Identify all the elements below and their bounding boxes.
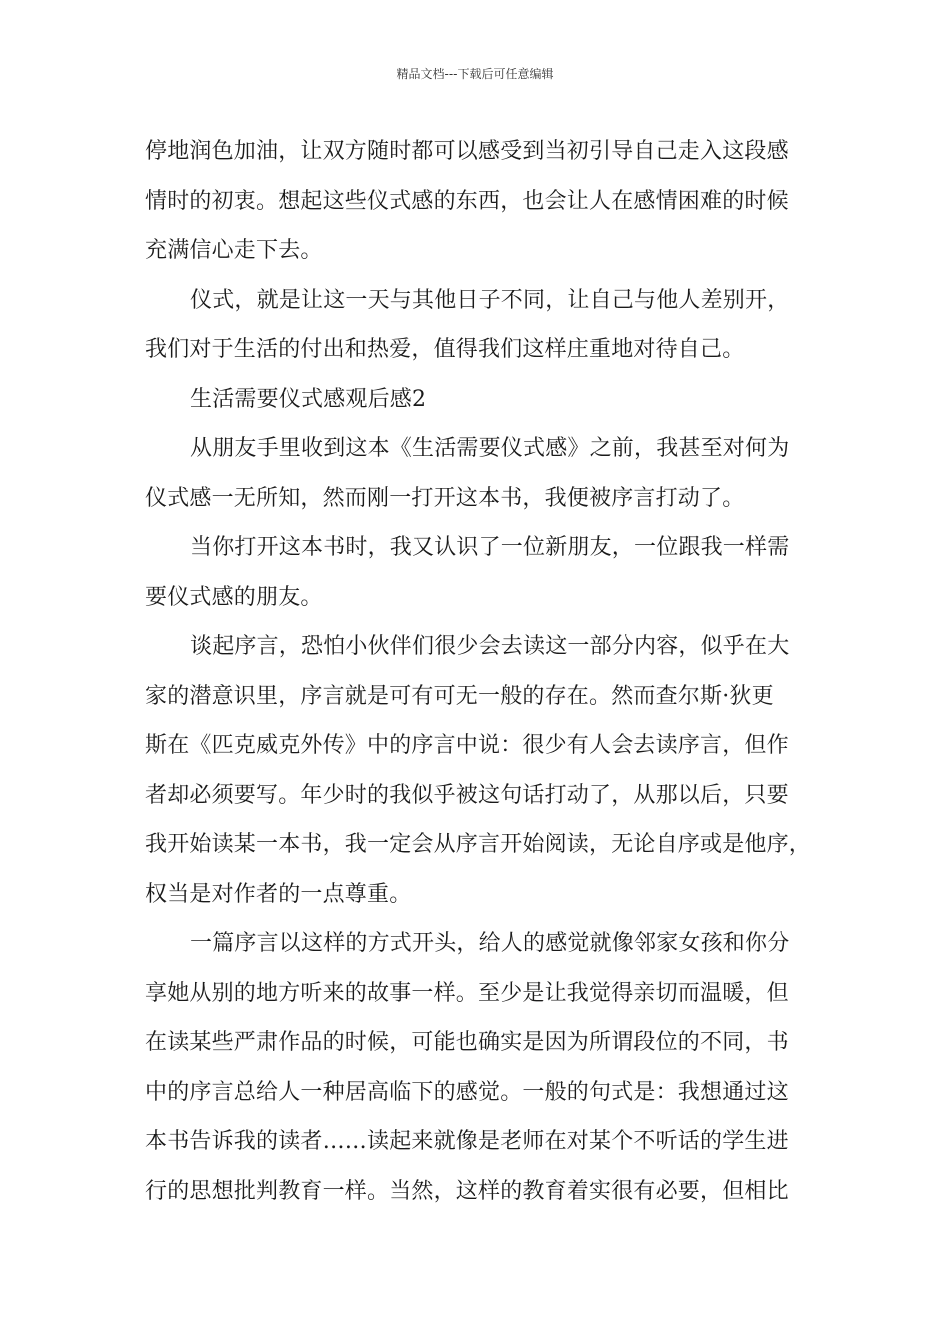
text-line: 在读某些严肃作品的时候，可能也确实是因为所谓段位的不同，书 [145, 1030, 789, 1055]
text-line: 本书告诉我的读者……读起来就像是老师在对某个不听话的学生进 [145, 1129, 789, 1154]
paragraph [145, 130, 809, 279]
text-line: 一篇序言以这样的方式开头，给人的感觉就像邻家女孩和你分 [190, 931, 790, 956]
section-title [145, 378, 809, 428]
paragraph [145, 526, 809, 625]
paragraph [145, 279, 809, 378]
text-line: 当你打开这本书时，我又认识了一位新朋友，一位跟我一样需 [190, 535, 790, 560]
text-line: 行的思想批判教育一样。当然，这样的教育着实很有必要，但相比 [145, 1178, 789, 1204]
text-line: 者却必须要写。年少时的我似乎被这句话打动了，从那以后，只要 [145, 782, 789, 808]
text-line: 斯在《匹克威克外传》中的序言中说：很少有人会去读序言，但作 [145, 733, 789, 758]
text-line: 权当是对作者的一点尊重。 [145, 881, 412, 907]
text-line: 仪式，就是让这一天与其他日子不同，让自己与他人差别开， [190, 287, 790, 313]
text-line: 享她从别的地方听来的故事一样。至少是让我觉得亲切而温暖，但 [145, 980, 789, 1006]
page-header: 精品文档---下载后可任意编辑 [396, 67, 554, 81]
text-line: 情时的初衷。想起这些仪式感的东西，也会让人在感情困难的时候 [145, 188, 789, 214]
text-line: 从朋友手里收到这本《生活需要仪式感》之前，我甚至对何为 [190, 436, 790, 461]
text-line: 中的序言总给人一种居高临下的感觉。一般的句式是：我想通过这 [145, 1079, 789, 1105]
text-line: 仪式感一无所知，然而刚一打开这本书，我便被序言打动了。 [145, 485, 745, 511]
text-line: 我开始读某一本书，我一定会从序言开始阅读，无论自序或是他序， [145, 832, 812, 857]
text-line: 要仪式感的朋友。 [145, 584, 323, 610]
paragraph [145, 625, 812, 922]
text-line: 生活需要仪式感观后感2 [190, 386, 427, 412]
text-line: 停地润色加油，让双方随时都可以感受到当初引导自己走入这段感 [145, 139, 789, 164]
text-line: 我们对于生活的付出和热爱，值得我们这样庄重地对待自己。 [145, 337, 745, 362]
document-body [145, 130, 812, 1219]
text-line: 家的潜意识里，序言就是可有可无一般的存在。然而查尔斯·狄更 [145, 683, 774, 709]
paragraph [145, 922, 809, 1219]
text-line: 谈起序言，恐怕小伙伴们很少会去读这一部分内容，似乎在大 [190, 634, 790, 659]
paragraph [145, 427, 809, 526]
text-line: 充满信心走下去。 [145, 238, 323, 263]
